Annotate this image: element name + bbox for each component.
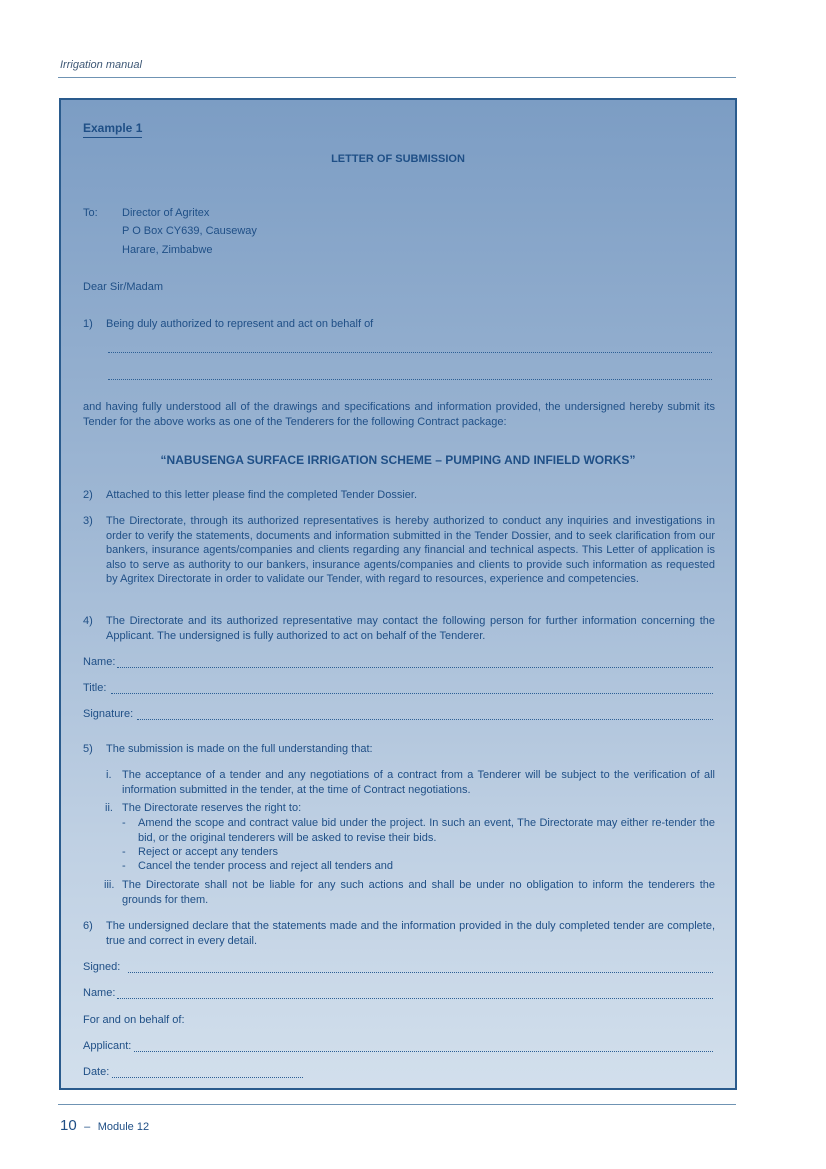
bullet-dash-1: -	[122, 817, 126, 829]
contact-signature-line[interactable]	[137, 718, 713, 720]
applicant-line[interactable]	[134, 1050, 713, 1052]
signer-name-line[interactable]	[117, 997, 713, 999]
address-line-3: Harare, Zimbabwe	[122, 244, 213, 256]
item-4-text: The Directorate and its authorized representative may contact the following person for further information concerning the Applicant. The undersigned is fully authorized to act on behalf of the Tenderer.	[106, 615, 715, 642]
bullet-text-2: Reject or accept any tenders	[138, 846, 279, 858]
package-title: “NABUSENGA SURFACE IRRIGATION SCHEME – PUMPING AND INFIELD WORKS”	[160, 453, 636, 467]
page-number: 10	[60, 1117, 77, 1134]
item-1-text: Being duly authorized to represent and act on behalf of	[106, 318, 374, 330]
item-3-text: The Directorate, through its authorized representatives is hereby authorized to conduct any inquiries and investigations in order to verify the statements, documents and information submitted in the Tender Dossier, and to seek clarification from our bankers, insurance agents/companies and clients regarding any financial and technical aspects. This Letter of application is also to serve as authority to our bankers, insurance agents/companies and clients to provide such information as requested by Agritex Directorate in order to validate our Tender, with regard to resources, experience and competencies.	[106, 515, 715, 586]
page-header-title: Irrigation manual	[60, 59, 142, 71]
address-line-2: P O Box CY639, Causeway	[122, 225, 257, 237]
module-label: Module 12	[97, 1121, 150, 1133]
page-footer	[60, 1117, 149, 1135]
item-5-iii-text: The Directorate shall not be liable for any such actions and shall be under no obligation to inform the tenderers the grounds for them.	[122, 879, 715, 906]
item-2-number: 2)	[83, 489, 93, 501]
item-5-iii-number: iii.	[104, 879, 115, 891]
bullet-dash-3: -	[122, 860, 126, 872]
footer-rule	[58, 1104, 736, 1105]
item-5-number: 5)	[83, 743, 93, 755]
contact-name-line[interactable]	[117, 666, 713, 668]
item-5-text: The submission is made on the full understanding that:	[106, 743, 373, 755]
bullet-text-3: Cancel the tender process and reject all tenders and	[138, 860, 393, 872]
item-6-text: The undersigned declare that the statements made and the information provided in the duly completed tender are complete, true and correct in every detail.	[106, 920, 715, 947]
item-5-i-text: The acceptance of a tender and any negotiations of a contract from a Tenderer will be subject to the verification of all information submitted in the tender, at the time of Contract negotiations.	[122, 769, 715, 796]
behalf-blank-line-1[interactable]	[108, 351, 712, 353]
footer-separator: –	[84, 1121, 91, 1133]
behalf-label: For and on behalf of:	[83, 1014, 185, 1026]
contact-title-label: Title:	[83, 682, 107, 694]
contact-signature-label: Signature:	[83, 708, 134, 720]
contact-name-label: Name:	[83, 656, 116, 668]
contact-title-line[interactable]	[111, 692, 713, 694]
signed-line[interactable]	[128, 971, 713, 973]
item-6-number: 6)	[83, 920, 93, 932]
date-line[interactable]	[112, 1076, 303, 1078]
item-3-number: 3)	[83, 515, 93, 527]
applicant-label: Applicant:	[83, 1040, 132, 1052]
item-5-ii-text: The Directorate reserves the right to:	[122, 802, 302, 814]
signer-name-label: Name:	[83, 987, 116, 999]
bullet-text-1: Amend the scope and contract value bid under the project. In such an event, The Directorate may either re-tender the bid, or the original tenderers will be asked to revise their bids.	[138, 817, 715, 844]
salutation: Dear Sir/Madam	[83, 281, 164, 293]
item-4-number: 4)	[83, 615, 93, 627]
to-label: To:	[83, 207, 98, 219]
understood-paragraph: and having fully understood all of the drawings and specifications and information provided, the undersigned hereby submit its Tender for the above works as one of the Tenderers for the following Contract package:	[83, 401, 715, 428]
behalf-blank-line-2[interactable]	[108, 378, 712, 380]
item-5-i-number: i.	[106, 769, 112, 781]
example-label: Example 1	[83, 121, 142, 138]
item-2-text: Attached to this letter please find the completed Tender Dossier.	[106, 489, 418, 501]
example-box	[59, 98, 737, 1090]
signed-label: Signed:	[83, 961, 121, 973]
date-label: Date:	[83, 1066, 110, 1078]
address-line-1: Director of Agritex	[122, 207, 210, 219]
item-5-ii-number: ii.	[105, 802, 113, 814]
item-1-number: 1)	[83, 318, 93, 330]
bullet-dash-2: -	[122, 846, 126, 858]
letter-title: LETTER OF SUBMISSION	[331, 153, 465, 165]
header-rule	[58, 77, 736, 78]
